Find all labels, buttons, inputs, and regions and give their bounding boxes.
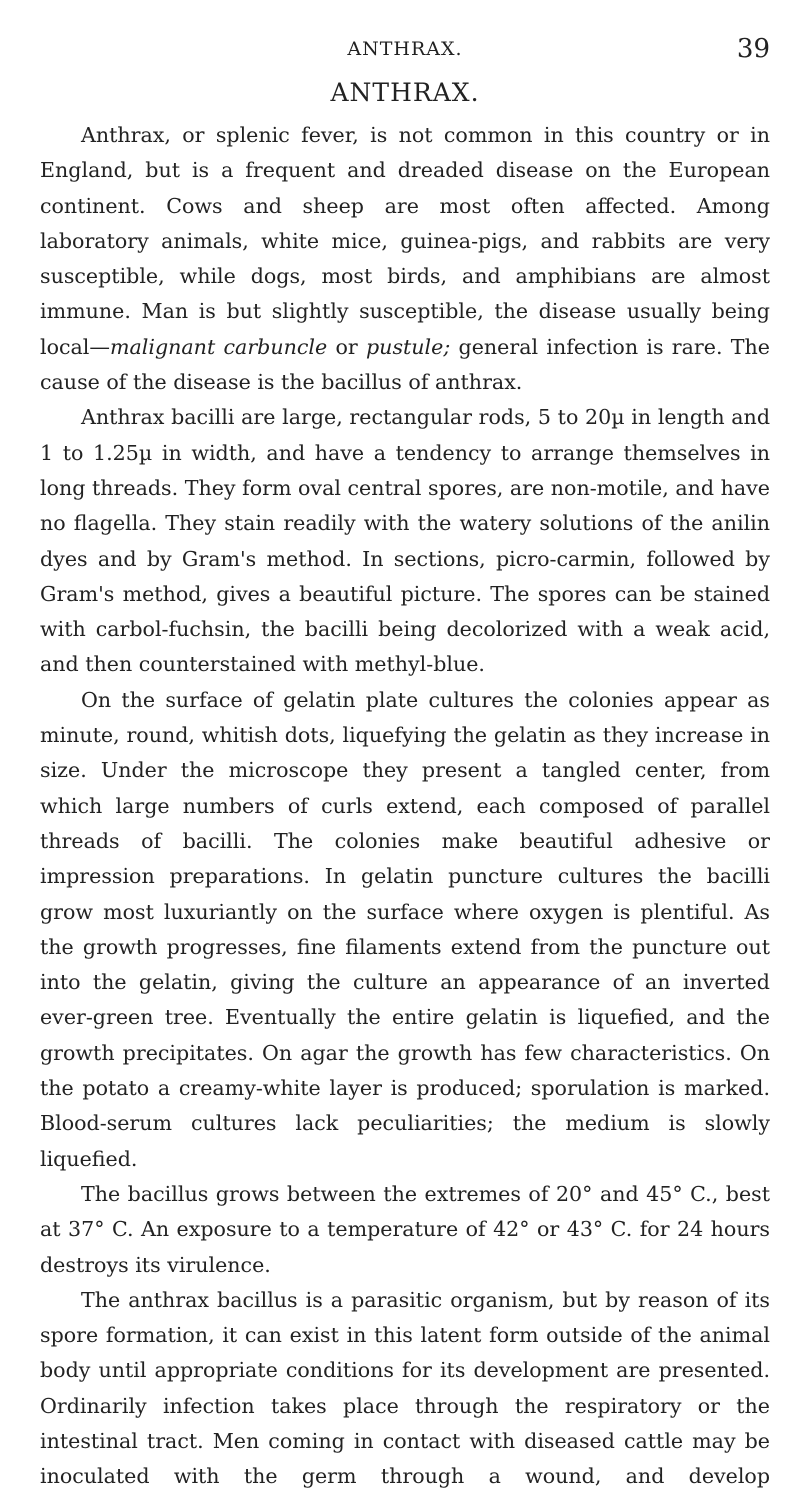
paragraph-temperature: The bacillus grows between the extremes of 20° and 45° C., best at 37° C. An exposure to a temperature of 42° or 43° C. for 24 hours destroys its virulence. [40, 1181, 770, 1277]
page-number: 39 [736, 34, 770, 64]
paragraph-intro [40, 118, 770, 400]
italic-term: pustule; [366, 334, 451, 359]
running-head-title: ANTHRAX. [347, 38, 463, 60]
paragraph-text: Anthrax, or splenic fever, is not common in this country or in England, but is a frequent and dreaded disease on the European continent. Cows and sheep are most often affected. Among laboratory animals, white mice, guinea-pigs, and rabbits are very susceptible, while dogs, most birds, and amphibians are almost immune. Man is but slightly susceptible, the disease usually being local— [40, 123, 770, 359]
section-title: ANTHRAX. [330, 78, 480, 107]
italic-term: malignant carbuncle [109, 334, 328, 359]
paragraph-infection: The anthrax bacillus is a parasitic organism, but by reason of its spore formation, it can exist in this latent form outside of the animal body until appropriate conditions for its development are presented. Ordinarily infection takes place through the respiratory or the intestinal tract. Men coming in contact with diseased cattle may be inoculated with the germ through a wound, and develop [40, 1287, 770, 1489]
paragraph-cultures: On the surface of gelatin plate cultures the colonies appear as minute, round, whitish dots, liquefying the gelatin as they increase in size. Under the microscope they present a tangled center, from which large numbers of curls extend, each composed of parallel threads of bacilli. The colonies make beautiful adhesive or impression preparations. In gelatin puncture cultures the bacilli grow most luxuriantly on the surface where oxygen is plentiful. As the growth progresses, fine filaments extend from the puncture out into the gelatin, giving the culture an appearance of an inverted ever-green tree. Eventually the entire gelatin is liquefied, and the growth precipitates. On agar the growth has few characteristics. On the potato a creamy-white layer is produced; sporulation is marked. Blood-serum cultures lack peculiarities; the medium is slowly liquefied. [40, 687, 770, 1171]
paragraph-text: or [327, 334, 366, 359]
paragraph-morphology: Anthrax bacilli are large, rectangular rods, 5 to 20µ in length and 1 to 1.25µ in width, and have a tendency to arrange themselves in long threads. They form oval central spores, are non-motile, and have no flagella. They stain readily with the watery solutions of the anilin dyes and by Gram's method. In sections, picro-carmin, followed by Gram's method, gives a beautiful picture. The spores can be stained with carbol-fuchsin, the bacilli being decolorized with a weak acid, and then counterstained with methyl-blue. [40, 405, 770, 677]
running-head [40, 32, 770, 68]
paragraph-text: general infection is rare. The cause of the disease is the bacillus of anthrax. [40, 334, 770, 395]
body-text [40, 118, 770, 1495]
